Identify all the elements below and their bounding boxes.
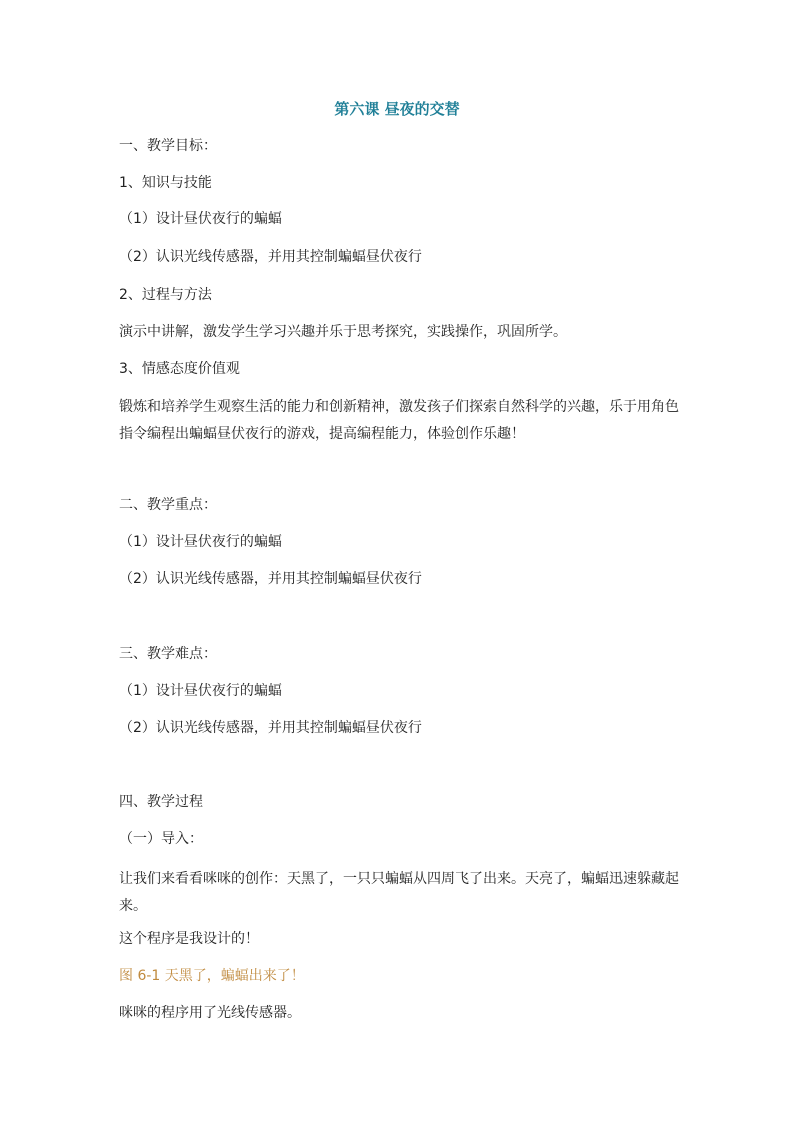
subsection-heading-knowledge-skills: 1、知识与技能 [119,175,212,191]
section-heading-difficulties: 三、教学难点： [119,646,217,662]
list-item: （1）设计昼伏夜行的蝙蝠 [119,211,282,227]
list-item: （2）认识光线传感器，并用其控制蝙蝠昼伏夜行 [119,249,422,265]
paragraph: 这个程序是我设计的！ [119,931,259,947]
list-item: （2）认识光线传感器，并用其控制蝙蝠昼伏夜行 [119,571,422,587]
paragraph: 让我们来看看咪咪的创作：天黑了，一只只蝙蝠从四周飞了出来。天亮了，蝙蝠迅速躲藏起来。 [119,871,679,914]
section-heading-objectives: 一、教学目标： [119,138,217,154]
list-item: （1）设计昼伏夜行的蝙蝠 [119,683,282,699]
subsection-heading-attitude-values: 3、情感态度价值观 [119,361,240,377]
figure-caption: 图 6-1 天黑了，蝙蝠出来了！ [119,968,305,984]
subsection-heading-process-methods: 2、过程与方法 [119,287,212,303]
list-item: （2）认识光线传感器，并用其控制蝙蝠昼伏夜行 [119,720,422,736]
list-item: （1）设计昼伏夜行的蝙蝠 [119,534,282,550]
paragraph: 锻炼和培养学生观察生活的能力和创新精神，激发孩子们探索自然科学的兴趣，乐于用角色指令编程出蝙蝠昼伏夜行的游戏，提高编程能力，体验创作乐趣！ [119,399,679,442]
paragraph: 演示中讲解，激发学生学习兴趣并乐于思考探究，实践操作，巩固所学。 [119,324,567,340]
paragraph: 咪咪的程序用了光线传感器。 [119,1005,301,1021]
section-heading-key-points: 二、教学重点： [119,497,217,513]
section-heading-process: 四、教学过程 [119,794,203,810]
subsection-heading-intro: （一）导入： [119,831,203,847]
page-title: 第六课 昼夜的交替 [334,100,460,118]
